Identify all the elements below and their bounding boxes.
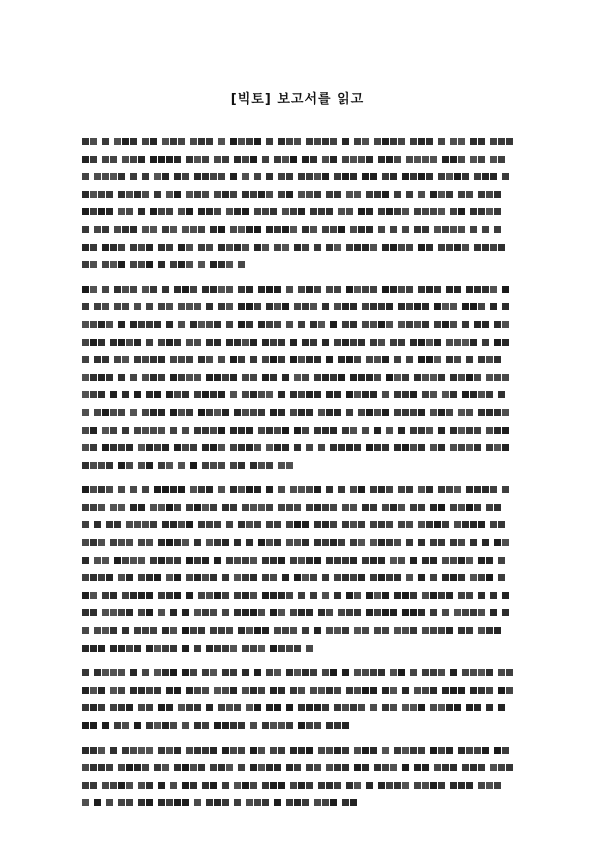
text-line — [82, 532, 516, 550]
text-line — [82, 420, 516, 438]
text-line — [82, 662, 516, 680]
text-line — [82, 602, 516, 620]
text-line — [82, 237, 516, 255]
text-line — [82, 479, 516, 497]
text-line — [82, 514, 516, 532]
text-line — [82, 697, 516, 715]
text-line — [82, 332, 516, 350]
text-line — [82, 437, 516, 455]
text-line — [82, 680, 516, 698]
document-body — [82, 131, 516, 817]
text-line — [82, 219, 516, 237]
paragraph — [82, 740, 516, 810]
text-line — [82, 740, 516, 758]
paragraph — [82, 131, 516, 272]
text-line — [82, 638, 516, 656]
text-line — [82, 550, 516, 568]
paragraph — [82, 279, 516, 473]
paragraph — [82, 479, 516, 655]
text-line — [82, 367, 516, 385]
text-line — [82, 567, 516, 585]
document-title: [빅토] 보고서를 읽고 — [230, 92, 365, 107]
paragraph — [82, 662, 516, 732]
text-line — [82, 201, 516, 219]
text-line — [82, 497, 516, 515]
text-line — [82, 384, 516, 402]
text-line — [82, 757, 516, 775]
text-line — [82, 715, 516, 733]
text-line — [82, 620, 516, 638]
text-line — [82, 792, 516, 810]
text-line — [82, 775, 516, 793]
text-line — [82, 349, 516, 367]
text-line — [82, 402, 516, 420]
text-line — [82, 149, 516, 167]
text-line — [82, 184, 516, 202]
text-line — [82, 279, 516, 297]
text-line — [82, 585, 516, 603]
text-line — [82, 296, 516, 314]
text-line — [82, 131, 516, 149]
text-line — [82, 254, 516, 272]
text-line — [82, 455, 516, 473]
text-line — [82, 166, 516, 184]
text-line — [82, 314, 516, 332]
